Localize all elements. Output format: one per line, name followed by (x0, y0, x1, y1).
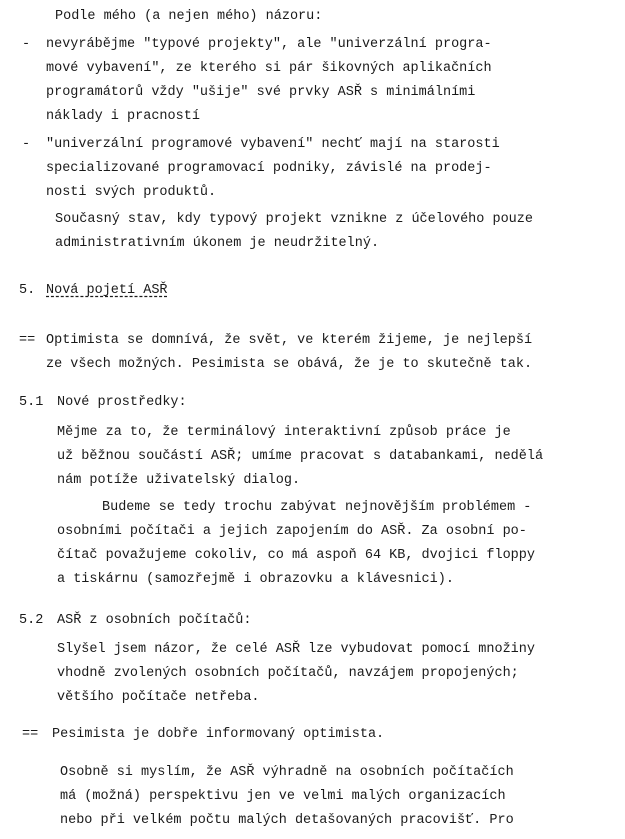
quote-marker: == (19, 333, 36, 348)
quote-line: Pesimista je dobře informovaný optimista. (52, 727, 385, 742)
paragraph-line: nám potíže uživatelský dialog. (57, 473, 301, 488)
paragraph-line: Budeme se tedy trochu zabývat nejnovějším problémem - (102, 500, 532, 515)
paragraph-line: nebo při velkém počtu malých detašovaných pracovišť. Pro (60, 813, 514, 828)
paragraph-line: Osobně si myslím, že ASŘ výhradně na osobních počítačích (60, 765, 514, 780)
quote-marker: == (22, 727, 39, 742)
current-state-line: Současný stav, kdy typový projekt vznikne z účelového pouze (55, 212, 533, 227)
section-title: Nová pojetí ASŘ (46, 283, 168, 298)
current-state-line: administrativním úkonem je neudržitelný. (55, 236, 380, 251)
bullet-marker: - (22, 137, 31, 152)
intro-text: Podle mého (a nejen mého) názoru: (55, 9, 323, 24)
bullet-line: nevyrábějme "typové projekty", ale "univerzální progra- (46, 37, 492, 52)
paragraph-line: má (možná) perspektivu jen ve velmi malých organizacích (60, 789, 506, 804)
bullet-line: "univerzální programové vybavení" nechť mají na starosti (46, 137, 500, 152)
section-number: 5. (19, 283, 36, 298)
quote-line: Optimista se domnívá, že svět, ve kterém žijeme, je nejlepší (46, 333, 533, 348)
paragraph-line: Slyšel jsem názor, že celé ASŘ lze vybudovat pomocí množiny (57, 642, 535, 657)
subsection-title: Nové prostředky: (57, 395, 187, 410)
paragraph-line: už běžnou součástí ASŘ; umíme pracovat s databankami, nedělá (57, 449, 544, 464)
paragraph-line: čítač považujeme cokoliv, co má aspoň 64 KB, dvojici floppy (57, 548, 535, 563)
bullet-line: náklady i pracností (46, 109, 200, 124)
paragraph-line: většího počítače netřeba. (57, 690, 260, 705)
paragraph-line: vhodně zvolených osobních počítačů, navzájem propojených; (57, 666, 519, 681)
bullet-line: programátorů vždy "ušije" své prvky ASŘ s minimálními (46, 85, 476, 100)
bullet-marker: - (22, 37, 31, 52)
paragraph-line: Mějme za to, že terminálový interaktivní způsob práce je (57, 425, 511, 440)
subsection-number: 5.2 (19, 613, 44, 628)
bullet-line: mové vybavení", ze kterého si pár šikovných aplikačních (46, 61, 492, 76)
subsection-number: 5.1 (19, 395, 44, 410)
paragraph-line: a tiskárnu (samozřejmě i obrazovku a klávesnici). (57, 572, 454, 587)
bullet-line: nosti svých produktů. (46, 185, 217, 200)
subsection-title: ASŘ z osobních počítačů: (57, 613, 252, 628)
paragraph-line: osobními počítači a jejich zapojením do ASŘ. Za osobní po- (57, 524, 527, 539)
bullet-line: specializované programovací podniky, závislé na prodej- (46, 161, 492, 176)
quote-line: ze všech možných. Pesimista se obává, že je to skutečně tak. (46, 357, 533, 372)
